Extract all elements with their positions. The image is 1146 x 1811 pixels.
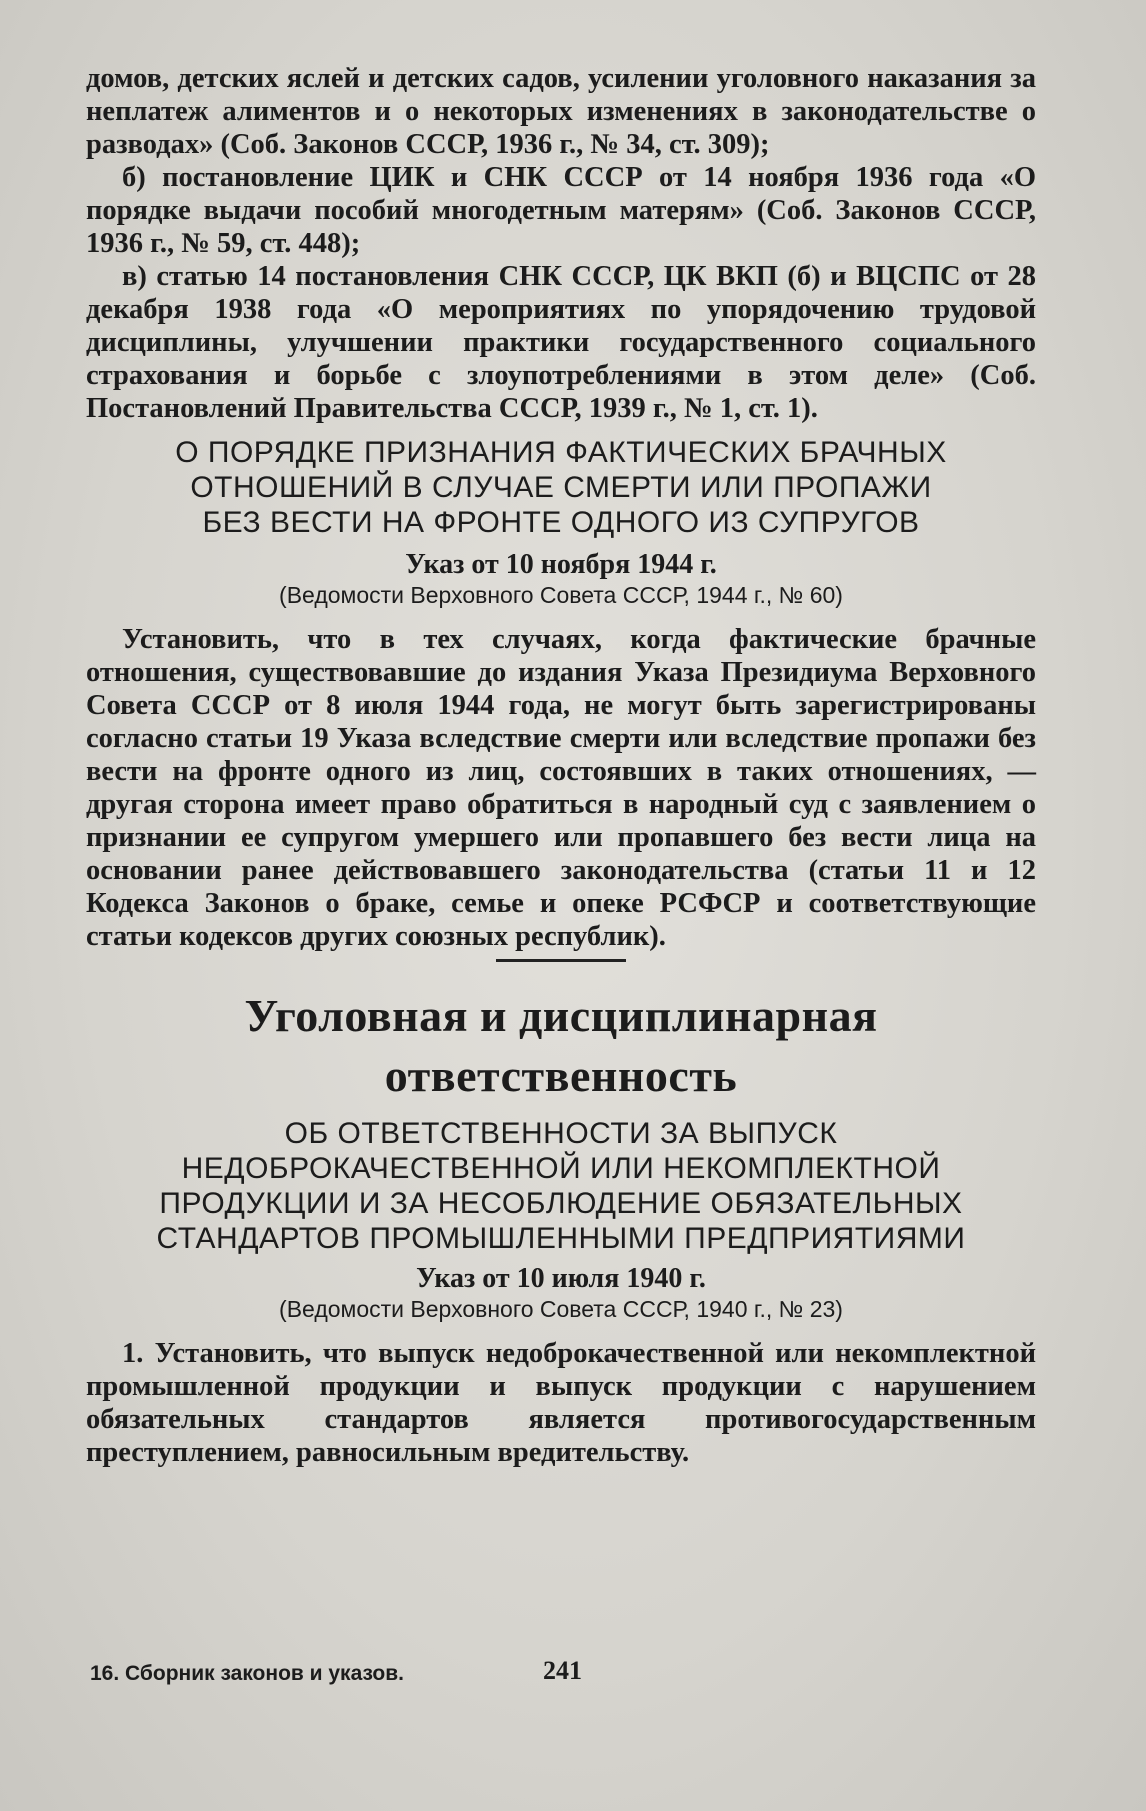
page-footer (90, 1656, 1036, 1696)
chapter-title-line-2: ответственность (384, 1050, 738, 1101)
intro-paragraph-c: в) статью 14 постановления СНК СССР, ЦК ВКП (б) и ВЦСПС от 28 декабря 1938 года «О мероприятиях по упорядочению трудовой дисциплины, улучшении практики государственного социального страхования и борьбе с злоупотреблениями в этом деле» (Соб. Постановлений Правительства СССР, 1939 г., № 1, ст. 1). (86, 261, 1036, 424)
section2-heading-line-2: НЕДОБРОКАЧЕСТВЕННОЙ ИЛИ НЕКОМПЛЕКТНОЙ (181, 1152, 941, 1185)
section1-heading (86, 435, 1036, 540)
section1-decree: Указ от 10 ноября 1944 г. (405, 549, 717, 580)
section1-paragraph: Установить, что в тех случаях, когда фактические брачные отношения, существовавшие до издания Указа Президиума Верховного Совета СССР от 8 июля 1944 года, не могут быть зарегистрированы согласно статьи 19 Указа вследствие смерти или вследствие пропажи без вести на фронте одного из лиц, состоявших в таких отношениях, — другая сторона имеет право обратиться в народный суд с заявлением о признании ее супругом умершего или пропавшего без вести лица на основании ранее действовавшего законодательства (статьи 11 и 12 Кодекса Законов о браке, семье и опеке РСФСР и соответствующие статьи кодексов других союзных республик). (86, 624, 1036, 952)
section2-decree: Указ от 10 июля 1940 г. (416, 1263, 706, 1294)
section2-heading-line-4: СТАНДАРТОВ ПРОМЫШЛЕННЫМИ ПРЕДПРИЯТИЯМИ (156, 1222, 966, 1255)
intro-block (86, 62, 1036, 425)
section2-heading (86, 1116, 1036, 1256)
chapter-title (86, 986, 1036, 1106)
section2-paragraph: 1. Установить, что выпуск недоброкачественной или некомплектной промышленной продукции и выпуск продукции с нарушением обязательных стандартов является противогосударственным преступлением, равносильным вредительству. (86, 1338, 1036, 1468)
footer-signature: 16. Сборник законов и указов. (90, 1662, 404, 1685)
section1-heading-line-3: БЕЗ ВЕСТИ НА ФРОНТЕ ОДНОГО ИЗ СУПРУГОВ (202, 506, 920, 539)
section1-source: (Ведомости Верховного Совета СССР, 1944 г., № 60) (279, 582, 843, 608)
intro-paragraph-b: б) постановление ЦИК и СНК СССР от 14 ноября 1936 года «О порядке выдачи пособий многодетным матерям» (Соб. Законов СССР, 1936 г., № 59, ст. 448); (86, 162, 1036, 259)
section1-heading-line-1: О ПОРЯДКЕ ПРИЗНАНИЯ ФАКТИЧЕСКИХ БРАЧНЫХ (175, 436, 947, 469)
chapter-title-line-1: Уголовная и дисциплинарная (244, 990, 878, 1041)
section1-heading-line-2: ОТНОШЕНИЙ В СЛУЧАЕ СМЕРТИ ИЛИ ПРОПАЖИ (190, 471, 932, 504)
page-number: 241 (543, 1656, 582, 1685)
section2-heading-line-3: ПРОДУКЦИИ И ЗА НЕСОБЛЮДЕНИЕ ОБЯЗАТЕЛЬНЫХ (159, 1187, 963, 1220)
section2-heading-line-1: ОБ ОТВЕТСТВЕННОСТИ ЗА ВЫПУСК (284, 1117, 838, 1150)
section-divider (496, 959, 626, 962)
section2-source: (Ведомости Верховного Совета СССР, 1940 г., № 23) (279, 1296, 843, 1322)
intro-paragraph-a: домов, детских яслей и детских садов, усилении уголовного наказания за неплатеж алиментов и о некоторых изменениях в законодательстве о разводах» (Соб. Законов СССР, 1936 г., № 34, ст. 309); (86, 63, 1036, 160)
